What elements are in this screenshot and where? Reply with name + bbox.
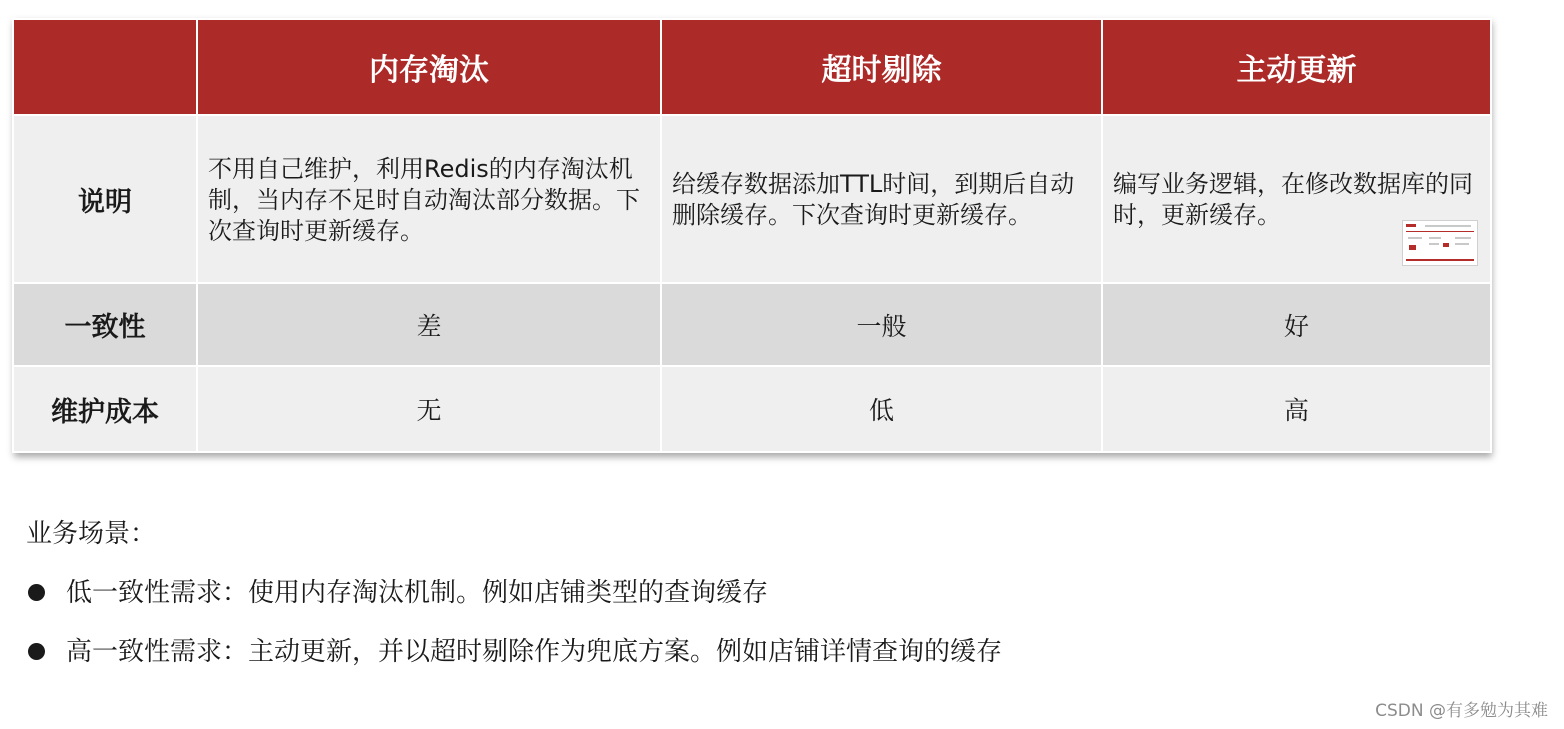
consistency-active-update: 好 bbox=[1102, 283, 1491, 366]
business-scenario-section bbox=[26, 512, 1326, 689]
scenario-item-text: 低一致性需求：使用内存淘汰机制。例如店铺类型的查询缓存 bbox=[66, 578, 769, 608]
row-label-description: 说明 bbox=[13, 115, 197, 283]
description-active-update bbox=[1102, 115, 1491, 283]
bullet-icon bbox=[28, 643, 45, 660]
bullet-icon bbox=[28, 584, 45, 601]
description-active-update-text: 编写业务逻辑，在修改数据库的同时，更新缓存。 bbox=[1113, 170, 1473, 229]
table-header-row bbox=[13, 19, 1491, 115]
table-row-consistency bbox=[13, 283, 1491, 366]
description-timeout-removal bbox=[661, 115, 1102, 283]
table-row-description bbox=[13, 115, 1491, 283]
scenario-list bbox=[26, 571, 1326, 689]
cost-memory-eviction: 无 bbox=[197, 366, 661, 452]
row-label-maintenance-cost: 维护成本 bbox=[13, 366, 197, 452]
description-memory-eviction-text: 不用自己维护，利用Redis的内存淘汰机制，当内存不足时自动淘汰部分数据。下次查询时更新缓存。 bbox=[208, 155, 640, 245]
csdn-watermark: CSDN @有多勉为其难 bbox=[1375, 701, 1548, 721]
consistency-timeout-removal: 一般 bbox=[661, 283, 1102, 366]
header-corner-cell bbox=[13, 19, 197, 115]
header-memory-eviction: 内存淘汰 bbox=[197, 19, 661, 115]
header-timeout-removal: 超时剔除 bbox=[661, 19, 1102, 115]
row-label-consistency: 一致性 bbox=[13, 283, 197, 366]
description-timeout-removal-text: 给缓存数据添加TTL时间，到期后自动删除缓存。下次查询时更新缓存。 bbox=[672, 170, 1075, 229]
header-active-update: 主动更新 bbox=[1102, 19, 1491, 115]
scenario-item-low-consistency bbox=[26, 571, 1326, 630]
description-memory-eviction bbox=[197, 115, 661, 283]
cache-strategy-table bbox=[12, 18, 1492, 453]
scenario-item-text: 高一致性需求：主动更新，并以超时剔除作为兜底方案。例如店铺详情查询的缓存 bbox=[66, 637, 1003, 667]
scenario-title: 业务场景： bbox=[26, 519, 157, 549]
cost-active-update: 高 bbox=[1102, 366, 1491, 452]
scenario-item-high-consistency bbox=[26, 630, 1326, 689]
cache-strategy-table-container bbox=[12, 18, 1490, 453]
slide-thumbnail-image bbox=[1402, 220, 1478, 266]
cost-timeout-removal: 低 bbox=[661, 366, 1102, 452]
table-row-maintenance-cost bbox=[13, 366, 1491, 452]
consistency-memory-eviction: 差 bbox=[197, 283, 661, 366]
